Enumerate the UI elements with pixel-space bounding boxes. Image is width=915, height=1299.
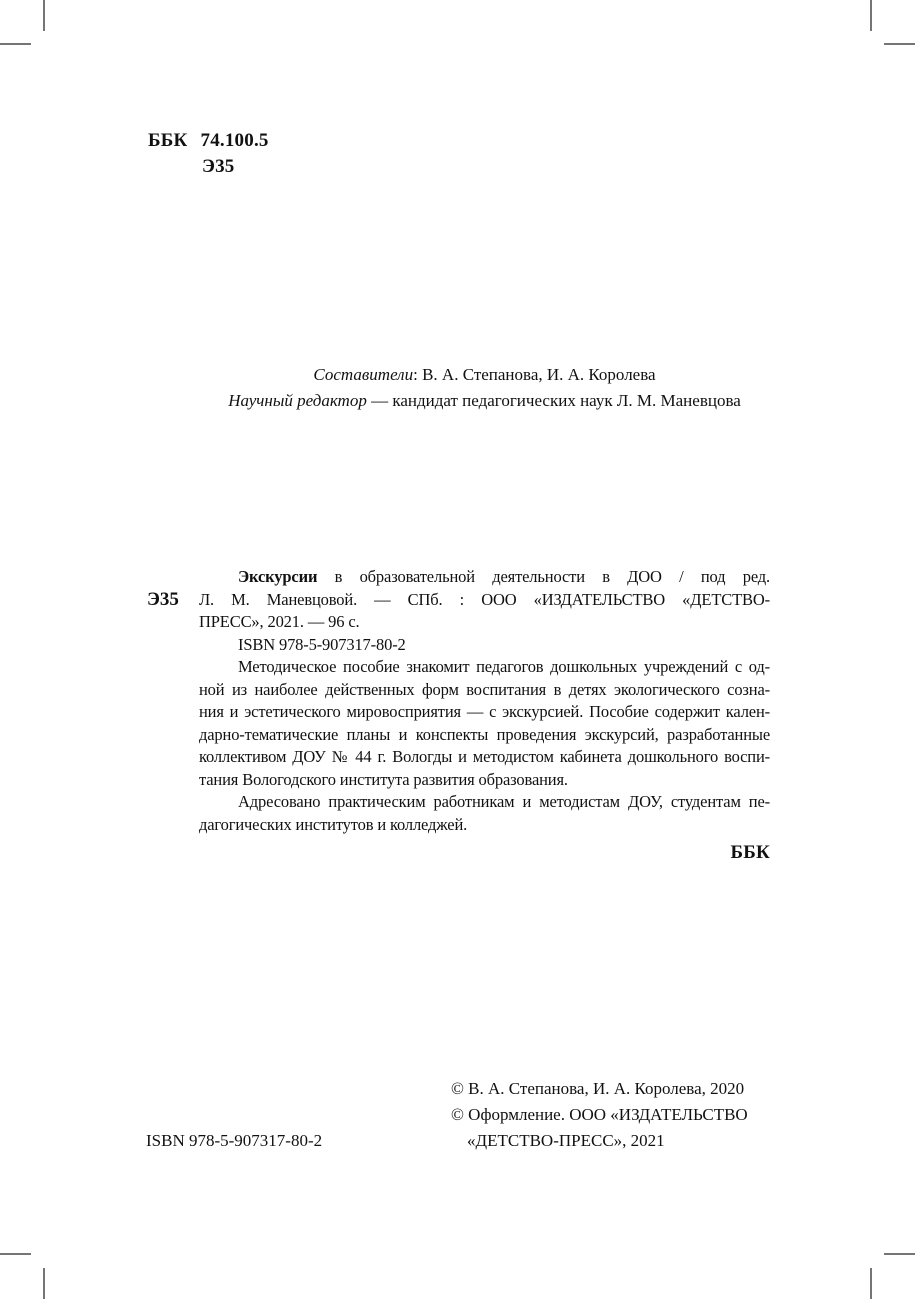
book-title-line (199, 566, 770, 589)
publisher-line: Л. М. Маневцовой. — СПб. : ООО «ИЗДАТЕЛЬСТВО «ДЕТСТВО- (199, 589, 770, 609)
annotation-line: тания Вологодского института развития образования. (199, 769, 568, 789)
crop-mark-top-right-horizontal (884, 43, 915, 45)
crop-mark-bottom-right-vertical (870, 1268, 872, 1299)
science-editor-name: — кандидат педагогических наук Л. М. Маневцова (366, 391, 741, 410)
copyright-authors-line: © В. А. Степанова, И. А. Королева, 2020 (451, 1079, 745, 1098)
bbk-code: 74.100.5 (200, 130, 269, 151)
bbk-label: ББК (148, 130, 188, 151)
audience-line: Адресовано практическим работникам и методистам ДОУ, студентам пе- (238, 792, 770, 811)
bbk-classification-header (148, 128, 269, 180)
compilers-line (199, 362, 770, 388)
science-editor-line (199, 388, 770, 414)
crop-mark-bottom-left-vertical (43, 1268, 45, 1299)
isbn-bottom: ISBN 978-5-907317-80-2 (146, 1131, 323, 1150)
annotation-line: дарно-тематические планы и конспекты проведения экскурсий, разработанные (199, 724, 770, 744)
compilers-names: : В. А. Степанова, И. А. Королева (413, 365, 656, 384)
book-title-continuation: в образовательной деятельности в ДОО / под ред. (317, 567, 770, 586)
annotation-line: Методическое пособие знакомит педагогов дошкольных учреждений с од- (238, 657, 770, 676)
copyright-block (451, 1076, 748, 1154)
crop-mark-bottom-left-horizontal (0, 1253, 31, 1255)
annotation-line: ния и эстетического мировосприятия — с экскурсией. Пособие содержит кален- (199, 702, 770, 721)
isbn-line: ISBN 978-5-907317-80-2 (238, 634, 406, 654)
author-index-line (148, 154, 269, 180)
crop-mark-bottom-right-horizontal (884, 1253, 915, 1255)
compilers-term: Составители (313, 365, 414, 384)
copyright-publisher-line: «ДЕТСТВО-ПРЕСС», 2021 (467, 1131, 665, 1150)
book-title: Экскурсии (238, 567, 318, 586)
audience-line-2: дагогических институтов и колледжей. (199, 814, 468, 834)
catalog-card-block (199, 566, 770, 865)
copyright-design-line: © Оформление. ООО «ИЗДАТЕЛЬСТВО (451, 1105, 748, 1124)
annotation-line: ной из наиболее действенных форм воспитания в детях экологического созна- (199, 679, 770, 699)
crop-mark-top-left-horizontal (0, 43, 31, 45)
bbk-reference: ББК (730, 842, 770, 863)
catalog-card-index: Э35 (147, 589, 179, 610)
compilers-block (199, 362, 770, 414)
science-editor-term: Научный редактор (228, 391, 367, 410)
crop-mark-top-left-vertical (43, 0, 45, 31)
author-index: Э35 (202, 156, 235, 177)
publisher-line-2: ПРЕСС», 2021. — 96 с. (199, 612, 360, 631)
crop-mark-top-right-vertical (870, 0, 872, 31)
annotation-line: коллективом ДОУ № 44 г. Вологды и методистом кабинета дошкольного воспи- (199, 747, 770, 766)
bbk-code-line (148, 128, 269, 154)
